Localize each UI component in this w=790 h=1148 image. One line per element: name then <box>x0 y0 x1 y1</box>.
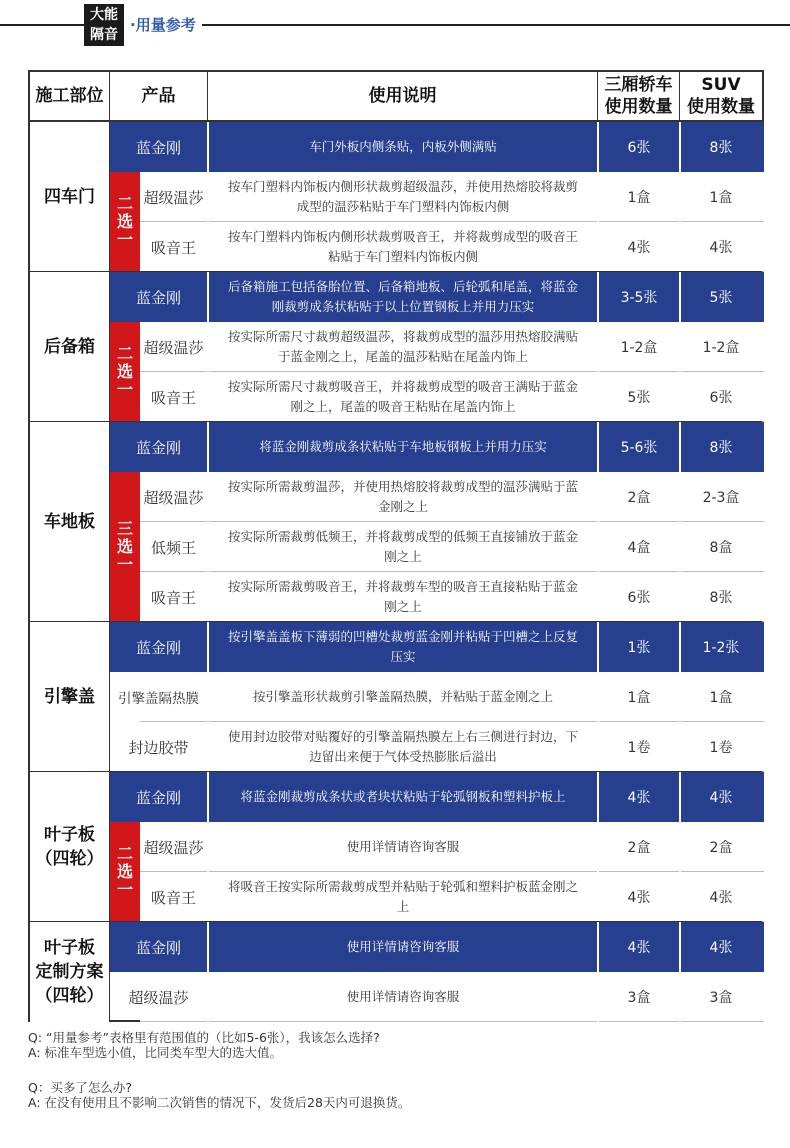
sedan-quantity: 1盒 <box>627 690 651 706</box>
usage-description: 将蓝金刚裁剪成条状粘贴于车地板钢板上并用力压实 <box>208 422 598 472</box>
product-name: 引擎盖隔热膜 <box>110 672 208 722</box>
usage-description: 按实际所需尺寸裁剪吸音王，并将裁剪成型的吸音王满贴于蓝金刚之上，尾盖的吸音王粘贴在尾盖内饰上 <box>227 379 578 414</box>
header-product: 产品 <box>110 72 208 122</box>
suv-quantity: 1卷 <box>709 740 733 756</box>
header-part: 施工部位 <box>30 72 110 122</box>
sedan-quantity: 5-6张 <box>598 422 680 472</box>
suv-quantity: 4张 <box>680 922 762 972</box>
sedan-quantity: 5张 <box>627 390 651 406</box>
usage-description: 将蓝金刚裁剪成条状或者块状粘贴于轮弧钢板和塑料护板上 <box>208 772 598 822</box>
usage-description: 将吸音王按实际所需裁剪成型并粘贴于轮弧和塑料护板蓝金刚之上 <box>227 879 578 914</box>
suv-quantity: 1-2张 <box>680 622 762 672</box>
product-name: 蓝金刚 <box>110 272 208 322</box>
sedan-quantity: 6张 <box>627 590 651 606</box>
section-name: 四车门 <box>30 122 110 272</box>
choose-one-badge: 二选一 <box>110 172 140 272</box>
sedan-quantity: 1盒 <box>627 190 651 206</box>
column-divider <box>207 272 209 422</box>
product-name: 吸音王 <box>140 572 208 622</box>
column-divider <box>597 922 599 1022</box>
product-name: 封边胶带 <box>110 722 208 772</box>
column-divider <box>597 422 599 622</box>
product-name: 蓝金刚 <box>110 622 208 672</box>
usage-description: 按实际所需尺寸裁剪超级温莎，将裁剪成型的温莎用热熔胶满贴于蓝金刚之上，尾盖的温莎粘贴在尾盖内饰上 <box>227 329 578 364</box>
sedan-quantity: 2盒 <box>627 840 651 856</box>
usage-description: 按车门塑料内饰板内侧形状裁剪超级温莎，并使用热熔胶将裁剪成型的温莎粘贴于车门塑料内饰板内侧 <box>227 179 578 214</box>
header-suv-qty: SUV 使用数量 <box>680 72 762 122</box>
product-name: 吸音王 <box>140 372 208 422</box>
usage-description: 按车门塑料内饰板内侧形状裁剪吸音王，并将裁剪成型的吸音王粘贴于车门塑料内饰板内侧 <box>227 229 578 264</box>
column-divider <box>679 122 681 272</box>
sedan-quantity: 3-5张 <box>598 272 680 322</box>
suv-quantity: 3盒 <box>709 990 733 1006</box>
header-usage: 使用说明 <box>208 72 598 122</box>
suv-quantity: 8张 <box>709 590 733 606</box>
suv-quantity: 1盒 <box>709 690 733 706</box>
suv-quantity: 8张 <box>680 122 762 172</box>
column-divider <box>597 772 599 922</box>
suv-quantity: 1盒 <box>709 190 733 206</box>
product-name: 蓝金刚 <box>110 772 208 822</box>
section-name: 叶子板 （四轮） <box>30 772 110 922</box>
section-name: 后备箱 <box>30 272 110 422</box>
suv-quantity: 6张 <box>709 390 733 406</box>
usage-description: 使用详情请咨询客服 <box>346 989 460 1004</box>
product-name: 吸音王 <box>140 222 208 272</box>
column-divider <box>679 622 681 772</box>
sedan-quantity: 2盒 <box>627 490 651 506</box>
product-name: 超级温莎 <box>140 472 208 522</box>
usage-description: 使用详情请咨询客服 <box>208 922 598 972</box>
usage-description: 按引擎盖形状裁剪引擎盖隔热膜，并粘贴于蓝金刚之上 <box>252 689 553 704</box>
usage-description: 按实际所需裁剪吸音王，并将裁剪车型的吸音王直接粘贴于蓝金刚之上 <box>227 579 578 614</box>
section-name: 车地板 <box>30 422 110 622</box>
product-name: 吸音王 <box>140 872 208 922</box>
suv-quantity: 5张 <box>680 272 762 322</box>
column-divider <box>207 122 209 272</box>
suv-quantity: 8张 <box>680 422 762 472</box>
section-title: ·用量参考 <box>124 13 202 37</box>
product-name: 蓝金刚 <box>110 422 208 472</box>
suv-quantity: 1-2盒 <box>702 340 740 356</box>
faq <box>28 1030 764 1110</box>
sedan-quantity: 3盒 <box>627 990 651 1006</box>
section-header <box>0 0 790 52</box>
product-name: 低频王 <box>140 522 208 572</box>
brand-badge <box>84 4 124 46</box>
usage-description: 后备箱施工包括备胎位置、后备箱地板、后轮弧和尾盖，将蓝金刚裁剪成条状粘贴于以上位置钢板上并用力压实 <box>208 272 598 322</box>
column-divider <box>207 622 209 772</box>
usage-description: 车门外板内侧条贴，内板外侧满贴 <box>208 122 598 172</box>
sedan-quantity: 1张 <box>598 622 680 672</box>
faq-question: Q: “用量参考”表格里有范围值的（比如5-6张），我该怎么选择? <box>28 1030 380 1045</box>
sedan-quantity: 1-2盒 <box>620 340 658 356</box>
column-divider <box>207 422 209 622</box>
column-divider <box>679 772 681 922</box>
column-divider <box>679 272 681 422</box>
product-name: 蓝金刚 <box>110 122 208 172</box>
product-name: 超级温莎 <box>140 172 208 222</box>
suv-quantity: 2-3盒 <box>702 490 740 506</box>
column-divider <box>679 422 681 622</box>
usage-description: 使用详情请咨询客服 <box>346 839 460 854</box>
faq-answer: A: 标准车型选小值，比同类车型大的选大值。 <box>28 1045 283 1060</box>
faq-question: Q：买多了怎么办? <box>28 1080 132 1095</box>
sedan-quantity: 6张 <box>598 122 680 172</box>
sedan-quantity: 4盒 <box>627 540 651 556</box>
suv-quantity: 4张 <box>709 240 733 256</box>
column-divider <box>597 272 599 422</box>
suv-quantity: 4张 <box>709 890 733 906</box>
usage-description: 按实际所需裁剪温莎，并使用热熔胶将裁剪成型的温莎满贴于蓝金刚之上 <box>227 479 578 514</box>
product-name: 蓝金刚 <box>110 922 208 972</box>
usage-description: 按实际所需裁剪低频王，并将裁剪成型的低频王直接铺放于蓝金刚之上 <box>227 529 578 564</box>
column-divider <box>207 772 209 922</box>
faq-spacer <box>28 1060 764 1080</box>
choose-one-badge: 二选一 <box>110 822 140 922</box>
product-name: 超级温莎 <box>110 972 208 1022</box>
sedan-quantity: 4张 <box>598 922 680 972</box>
sedan-quantity: 4张 <box>598 772 680 822</box>
choose-one-badge: 三选一 <box>110 472 140 622</box>
choose-one-badge: 二选一 <box>110 322 140 422</box>
suv-quantity: 8盒 <box>709 540 733 556</box>
sedan-quantity: 4张 <box>627 240 651 256</box>
header-sedan-qty: 三厢轿车 使用数量 <box>598 72 680 122</box>
sedan-quantity: 4张 <box>627 890 651 906</box>
brand-line-2: 隔音 <box>90 27 118 43</box>
column-divider <box>679 922 681 1022</box>
suv-quantity: 2盒 <box>709 840 733 856</box>
sedan-quantity: 1卷 <box>627 740 651 756</box>
faq-answer: A: 在没有使用且不影响二次销售的情况下，发货后28天内可退换货。 <box>28 1095 411 1110</box>
usage-table <box>28 70 764 1022</box>
column-divider <box>207 922 209 1022</box>
usage-description: 按引擎盖盖板下薄弱的凹槽处裁剪蓝金刚并粘贴于凹槽之上反复压实 <box>208 622 598 672</box>
column-divider <box>597 122 599 272</box>
product-name: 超级温莎 <box>140 322 208 372</box>
usage-description: 使用封边胶带对贴覆好的引擎盖隔热膜左上右三侧进行封边，下边留出来便于气体受热膨胀后溢出 <box>227 729 578 764</box>
section-name: 引擎盖 <box>30 622 110 772</box>
column-divider <box>597 622 599 772</box>
product-name: 超级温莎 <box>140 822 208 872</box>
section-name: 叶子板 定制方案 （四轮） <box>30 922 110 1022</box>
brand-line-1: 大能 <box>90 7 118 23</box>
suv-quantity: 4张 <box>680 772 762 822</box>
